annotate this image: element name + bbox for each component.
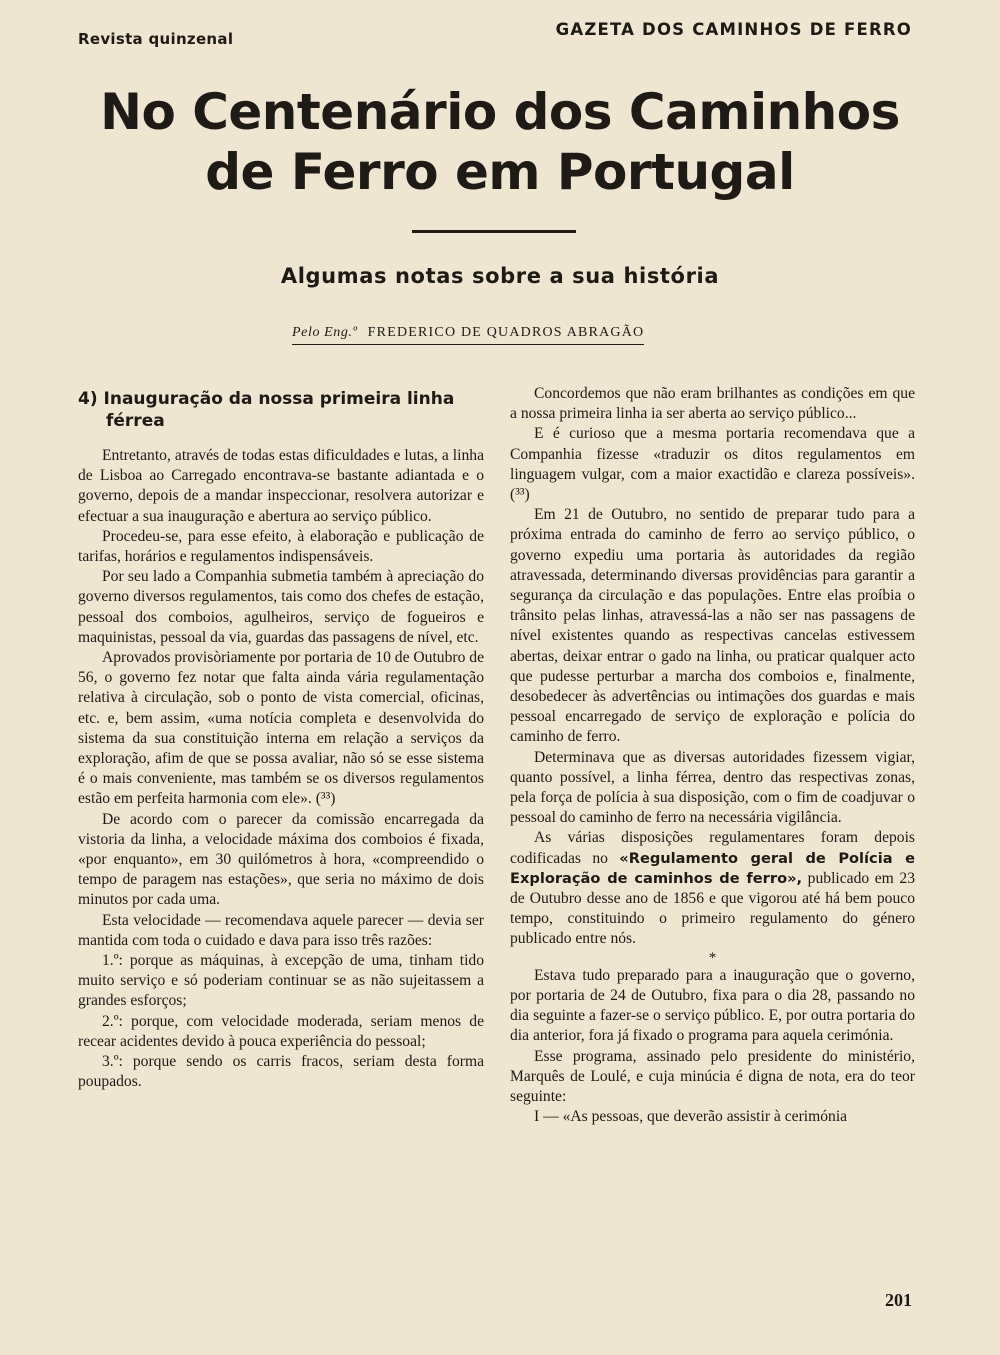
paragraph: 1.º: porque as máquinas, à excepção de uma, tinham tido muito serviço e só poderiam continuar se as não sujeitassem a grandes esforços; [78, 952, 484, 1010]
byline-author: FREDERICO DE QUADROS ABRAGÃO [367, 325, 645, 340]
right-column [510, 384, 915, 1127]
paragraph: Em 21 de Outubro, no sentido de preparar tudo para a próxima entrada do caminho de ferro ao serviço público, o governo expediu uma portaria às autoridades da região atravessada, determinando diversas providências para garantir a segurança da circulação e das populações. Entre elas proíbia o trânsito pelas linhas, atravessá-las a não ser nas passagens de nível existentes quando as respectivas cancelas estivessem abertas, deixar entrar o gado na linha, ou praticar qualquer acto que pudesse perturbar a marcha dos comboios e, finalmente, desobedecer às advertências ou intimações dos guardas e mais pessoal encarregado de serviço de exploração e polícia do caminho de ferro. [510, 506, 915, 746]
paragraph: Estava tudo preparado para a inauguração que o governo, por portaria de 24 de Outubro, fixa para o dia 28, passando no dia seguinte a fazer-se o serviço público. E, por outra portaria do dia anterior, fora já fixado o programa para aquela cerimónia. [510, 966, 915, 1045]
paragraph: Determinava que as diversas autoridades fizessem vigiar, quanto possível, a linha férrea, dentro das respectivas zonas, pela força de polícia à sua disposição, com o fim de coadjuvar o pessoal do caminho de ferro na necessária vigilância. [510, 748, 915, 827]
byline [292, 325, 644, 345]
header-left: Revista quinzenal [78, 30, 234, 48]
paragraph: Esse programa, assinado pelo presidente do ministério, Marquês de Loulé, e cuja minúcia é digna de nota, era do teor seguinte: [510, 1047, 915, 1105]
paragraph: Aprovados provisòriamente por portaria de 10 de Outubro de 56, o governo fez notar que falta ainda vária regulamentação relativa à circulação, sob o ponto de vista comercial, oficinas, etc. e, bem assim, «uma notícia completa e desenvolvida do sistema da sua constituição interna em relação a serviços da exploração, afim de que se possa avaliar, não só se esse sistema é o mais conveniente, mas também se os diversos regulamentos estão em perfeita harmonia com ele». (³³) [78, 649, 484, 808]
paragraph: Procedeu-se, para esse efeito, à elaboração e publicação de tarifas, horários e regulamentos indispensáveis. [78, 527, 484, 566]
paragraph: 2.º: porque, com velocidade moderada, seriam menos de recear acidentes devido à pouca experiência do pessoal; [78, 1012, 484, 1050]
left-column [78, 388, 484, 1093]
byline-prefix: Pelo Eng.º [292, 325, 358, 340]
regulation-title: «Regulamento geral de Polícia e Exploração de caminhos de ferro», [510, 849, 915, 887]
header-right: GAZETA DOS CAMINHOS DE FERRO [555, 20, 912, 39]
paragraph: Concordemos que não eram brilhantes as condições em que a nossa primeira linha ia ser aberta ao serviço público... [510, 385, 915, 423]
regulation-rest: publicado em 23 de Outubro desse ano de 1856 e que vigorou até há bem pouco tempo, constituindo o primeiro regulamento do género publicado entre nós. [510, 869, 915, 948]
article-title [60, 82, 940, 202]
paragraph: 3.º: porque sendo os carris fracos, seriam desta forma poupados. [78, 1053, 484, 1091]
paragraph: Por seu lado a Companhia submetia também à apreciação do governo diversos regulamentos, tais como dos chefes de estação, pessoal dos comboios, agulheiros, serviço de fogueiros e maquinistas, pessoal da via, guardas das passagens de nível, etc. [78, 568, 484, 646]
paragraph: E é curioso que a mesma portaria recomendava que a Companhia fizesse «traduzir os ditos regulamentos em linguagem vulgar, com a maior exactidão e clareza possíveis». (³³) [510, 425, 915, 504]
paragraph: Esta velocidade — recomendava aquele parecer — devia ser mantida com toda o cuidado e dava para isso três razões: [78, 911, 484, 949]
title-line-1: No Centenário dos Caminhos [100, 83, 900, 141]
paragraph: I — «As pessoas, que deverão assistir à cerimónia [534, 1108, 848, 1126]
title-line-2: de Ferro em Portugal [205, 143, 795, 201]
regulation-intro: As várias disposições regulamentares foram depois codificadas no [510, 829, 915, 867]
paragraph: De acordo com o parecer da comissão encarregada da vistoria da linha, a velocidade máxima dos comboios é fixada, «por enquanto», em 30 quilómetros à hora, «compreendido o tempo de paragem nas estações», que seria no máximo de dois minutos por cada uma. [78, 810, 484, 909]
paragraph: Entretanto, através de todas estas dificuldades e lutas, a linha de Lisboa ao Carregado encontrava-se bastante adiantada e o governo, depois de a mandar inspeccionar, resolvera autorizar e efectuar a sua inauguração e abertura ao serviço público. [78, 447, 484, 525]
page-number: 201 [885, 1290, 912, 1310]
title-divider [412, 230, 576, 233]
article-subtitle: Algumas notas sobre a sua história [280, 264, 720, 288]
regulation-paragraph [510, 828, 915, 949]
section-separator: * [708, 949, 717, 966]
section-heading: 4) Inauguração da nossa primeira linha férrea [78, 389, 455, 431]
